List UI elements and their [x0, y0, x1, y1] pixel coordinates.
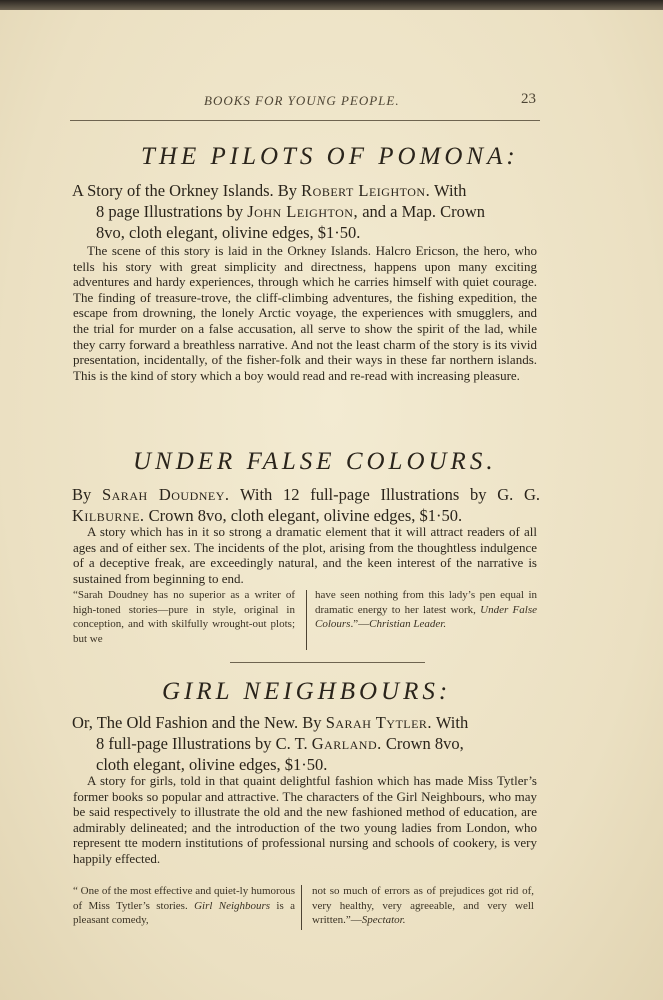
book-title-false-colours: UNDER FALSE COLOURS.	[133, 448, 497, 475]
book-description-girl-neighbours	[73, 773, 537, 867]
lead-text: 8vo, cloth elegant, olivine edges, $1·50.	[96, 223, 361, 242]
review-quote-left	[73, 588, 295, 646]
book-description-false-colours	[73, 524, 537, 586]
quote-text: “ One of the most effective and quiet-ly humorous of Miss Tytler’s stories.	[73, 885, 295, 912]
book-lead-girl-neighbours	[72, 712, 540, 775]
lead-text: With	[432, 713, 469, 732]
book-title-pilots: THE PILOTS OF POMONA:	[141, 143, 519, 170]
book-lead-pilots	[72, 180, 540, 243]
illustrator-name: Garland.	[311, 734, 382, 753]
quoted-work-title: Under False Colours	[315, 603, 537, 631]
book-title-girl-neighbours: GIRL NEIGHBOURS:	[162, 678, 452, 705]
column-divider	[301, 885, 302, 930]
page-number: 23	[521, 91, 536, 107]
book-description-pilots	[73, 243, 537, 383]
lead-text: A Story of the Orkney Islands. By	[72, 181, 302, 200]
review-quote-right	[312, 884, 534, 928]
quote-text: .”—	[350, 618, 370, 631]
quote-text: not so much of errors as of prejudices got rid of, very healthy, very agreeable, and very well written.”—	[312, 885, 534, 927]
running-title: BOOKS FOR YOUNG PEOPLE.	[204, 93, 400, 108]
author-name: Sarah Doudney.	[101, 485, 230, 504]
lead-text: 8 page Illustrations by	[96, 202, 248, 221]
lead-text: and a Map. Crown	[358, 202, 486, 221]
review-quote-left	[73, 884, 295, 928]
description-paragraph: The scene of this story is laid in the Orkney Islands. Halcro Ericson, the hero, who tells his story with great simplicity and directness, happens upon many exciting adventures and hardy experiences, through which he carries himself with quiet courage. The finding of treasure-trove, the cliff-climbing adventures, the fishing expedition, the escape from drowning, the lonely Arctic voyage, the experiences with smugglers, and the trial for murder on a false accusation, all serve to show the spirit of the lad, while they carry forward a breathless narrative. And not the least charm of the story is its vivid presentation, incidentally, of the fisher-folk and their ways in these far northern islands. This is the kind of story which a boy would read and re-read with increasing pleasure.	[73, 243, 537, 383]
section-divider-rule	[230, 662, 425, 663]
description-paragraph: A story for girls, told in that quaint delightful fashion which has made Miss Tytler’s former books so popular and attractive. The characters of the Girl Neighbours, who may be said respectively to illustrate the old and the new fashioned method of education, are admirably delineated; and the introduction of the two young ladies from London, who represent tte modern institutions of professional nursing and schools of cookery, is very happily effected.	[73, 773, 537, 866]
lead-text: With 12 full-page Illustrations by G. G.	[229, 485, 540, 504]
column-divider	[306, 590, 307, 650]
quote-text: “Sarah Doudney has no superior as a writer of high-toned stories—pure in style, original in conception, and with skilfully wrought-out plots; but we	[73, 589, 295, 645]
header-rule	[70, 120, 540, 121]
lead-text: Crown 8vo, cloth elegant, olivine edges, $1·50.	[144, 506, 463, 525]
author-name: Sarah Tytler.	[325, 713, 433, 732]
lead-text: 8 full-page Illustrations by C. T.	[96, 734, 312, 753]
lead-text: Or, The Old Fashion and the New. By	[72, 713, 326, 732]
lead-text: cloth elegant, olivine edges, $1·50.	[96, 755, 328, 774]
lead-text: With	[430, 181, 467, 200]
illustrator-name: Kilburne.	[72, 506, 145, 525]
quote-source: Spectator.	[361, 914, 406, 927]
quote-source: Christian Leader.	[369, 618, 447, 631]
description-paragraph: A story which has in it so strong a dramatic element that it will attract readers of all ages and of either sex. The incidents of the plot, arising from the thoughtless indulgence of a deceptive freak, are exceedingly natural, and the keen interest of the narrative is sustained from beginning to end.	[73, 524, 537, 586]
quote-text: is a pleasant comedy,	[73, 899, 295, 927]
page-top-edge	[0, 0, 663, 10]
review-quote-right	[315, 588, 537, 632]
illustrator-name: John Leighton,	[247, 202, 359, 221]
author-name: Robert Leighton.	[301, 181, 431, 200]
lead-text: Crown 8vo,	[381, 734, 464, 753]
lead-text: By	[72, 485, 102, 504]
quoted-work-title: Girl Neighbours	[194, 899, 271, 912]
book-lead-false-colours	[72, 484, 540, 526]
quote-text: have seen nothing from this lady’s pen equal in dramatic energy to her latest work,	[315, 589, 537, 616]
